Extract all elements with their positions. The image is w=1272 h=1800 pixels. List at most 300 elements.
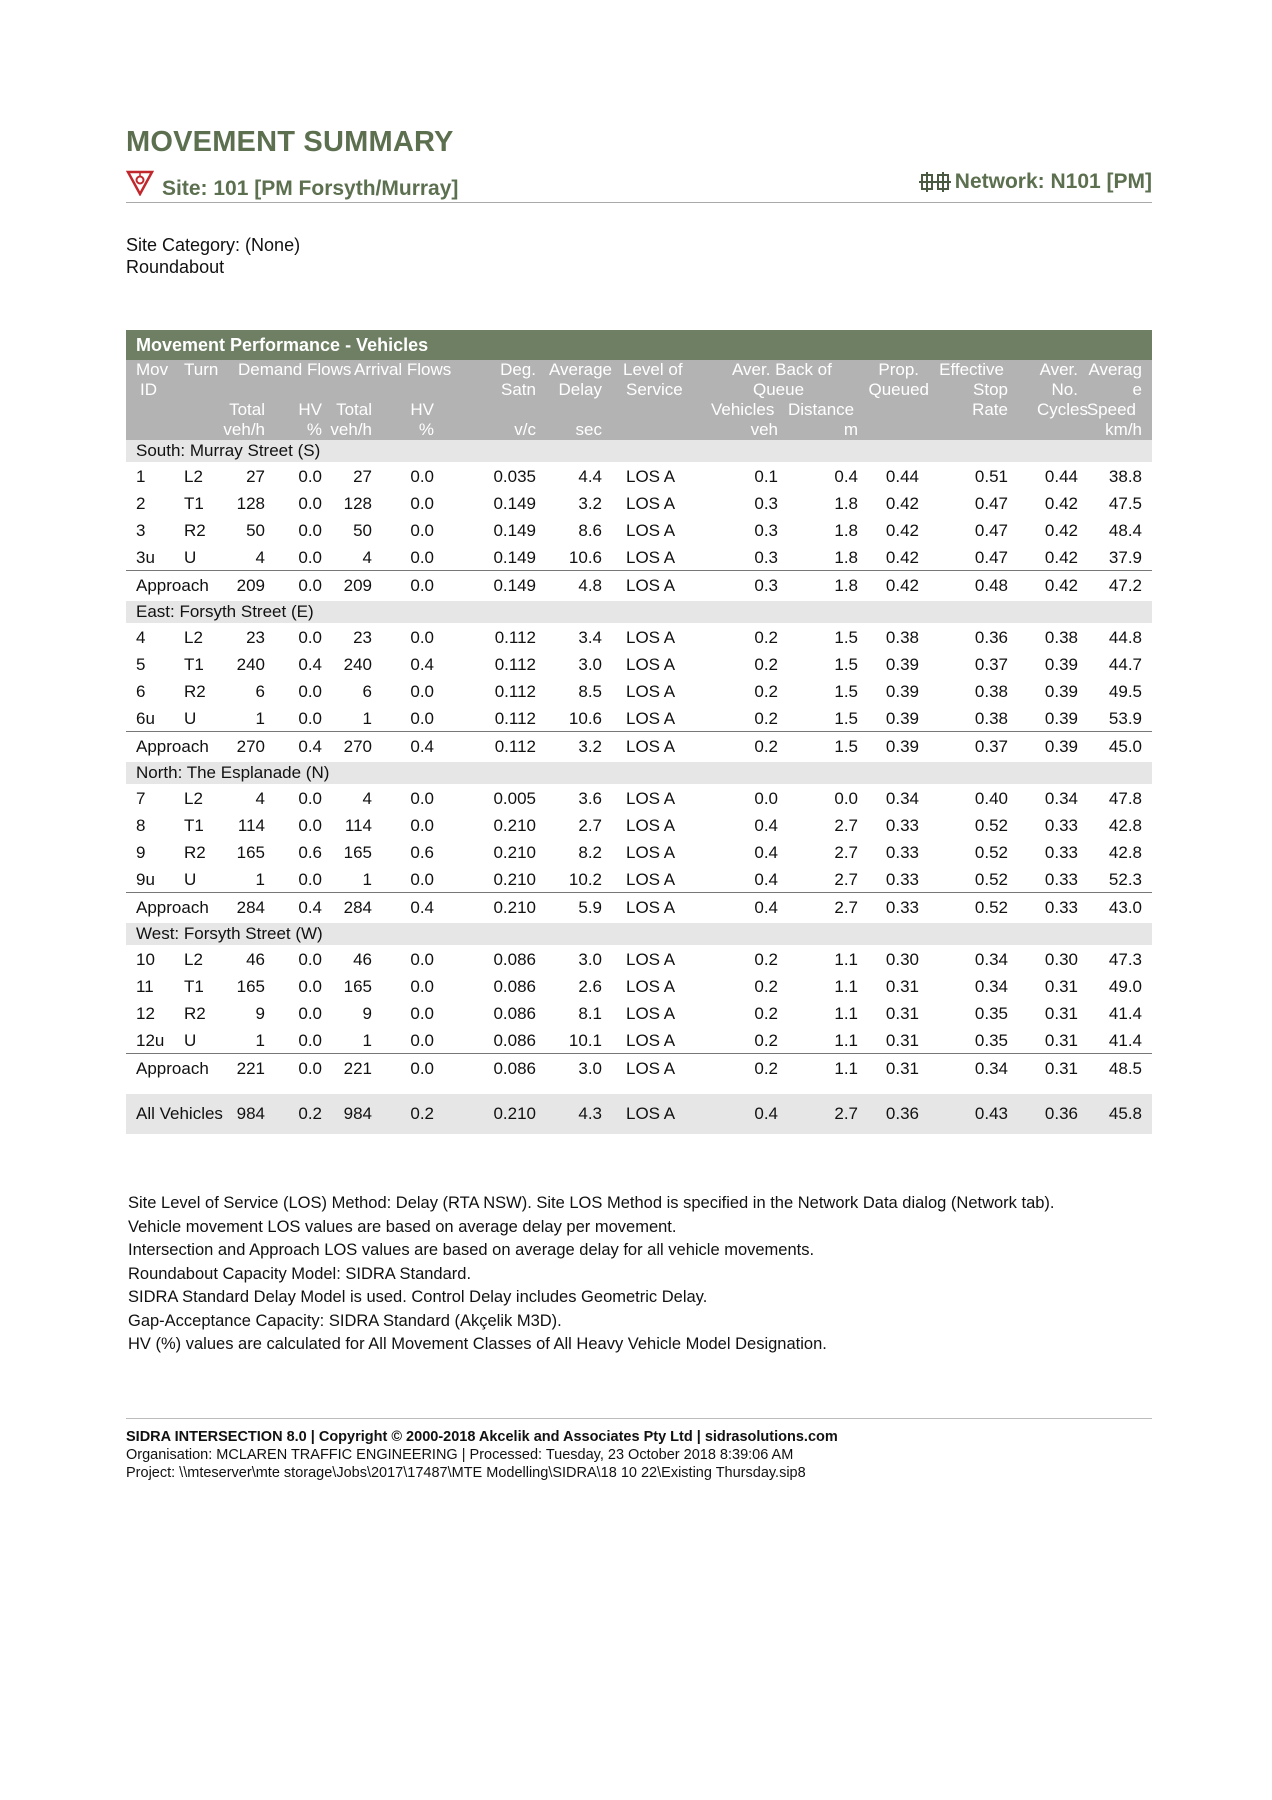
site-label [126, 170, 458, 201]
cell-prop-queued: 0.39 [885, 737, 919, 756]
cell-prop-queued: 0.30 [885, 950, 919, 969]
table-row [126, 865, 1152, 892]
cell-prop-queued: 0.42 [885, 576, 919, 595]
cell-prop-queued: 0.34 [885, 789, 919, 808]
table-row [126, 462, 1152, 489]
cell-queue-distance: 1.1 [834, 1004, 858, 1023]
cell-stop-rate: 0.35 [974, 1031, 1008, 1050]
header-unit-pct1: % [306, 420, 322, 439]
cell-arrival-hv: 0.0 [410, 628, 434, 647]
cell-prop-queued: 0.31 [885, 1059, 919, 1078]
cell-los: LOS A [626, 628, 676, 647]
header-vehicles: Vehicles [711, 400, 775, 419]
approach-row [126, 570, 1152, 601]
cell-turn: L2 [184, 628, 203, 647]
network-label [919, 170, 1152, 194]
cell-turn: U [184, 870, 197, 889]
cell-arrival-hv: 0.4 [410, 655, 434, 674]
cell-cycles: 0.33 [1044, 816, 1078, 835]
cell-turn: U [184, 709, 197, 728]
cell-deg-satn: 0.086 [493, 950, 536, 969]
cell-mov-id: 4 [136, 628, 146, 647]
cell-turn: U [184, 1031, 197, 1050]
cell-queue-vehicles: 0.3 [754, 576, 778, 595]
cell-prop-queued: 0.36 [885, 1104, 919, 1123]
cell-speed: 38.8 [1108, 467, 1142, 486]
cell-mov-id: 9u [136, 870, 155, 889]
cell-demand-total: 4 [255, 548, 265, 567]
cell-arrival-hv: 0.0 [410, 950, 434, 969]
cell-deg-satn: 0.112 [494, 682, 536, 701]
cell-arrival-hv: 0.0 [410, 682, 434, 701]
cell-queue-vehicles: 0.4 [754, 1104, 778, 1123]
cell-queue-vehicles: 0.2 [754, 655, 778, 674]
cell-avg-delay: 4.8 [578, 576, 602, 595]
cell-deg-satn: 0.149 [493, 494, 536, 513]
cell-avg-delay: 8.2 [578, 843, 602, 862]
cell-mov-id: 6 [136, 682, 146, 701]
section-header: West: Forsyth Street (W) [126, 923, 1152, 945]
cell-demand-total: 221 [236, 1059, 265, 1078]
cell-prop-queued: 0.39 [885, 655, 919, 674]
cell-mov-id: 12u [136, 1031, 165, 1050]
table-header [126, 360, 1152, 440]
cell-speed: 45.0 [1108, 737, 1142, 756]
section-header: South: Murray Street (S) [126, 440, 1152, 462]
spacer [126, 1084, 1152, 1094]
cell-cycles: 0.44 [1044, 467, 1078, 486]
cell-los: LOS A [626, 737, 676, 756]
cell-los: LOS A [626, 977, 676, 996]
header-queued: Queued [868, 380, 929, 399]
cell-arrival-hv: 0.0 [410, 1059, 434, 1078]
cell-deg-satn: 0.210 [493, 898, 536, 917]
cell-cycles: 0.33 [1044, 870, 1078, 889]
cell-los: LOS A [626, 467, 676, 486]
cell-los: LOS A [626, 709, 676, 728]
cell-arrival-total: 165 [343, 843, 372, 862]
cell-queue-distance: 2.7 [834, 1104, 858, 1123]
cell-los: LOS A [626, 870, 676, 889]
section-header: North: The Esplanade (N) [126, 762, 1152, 784]
cell-los: LOS A [626, 1104, 676, 1123]
cell-avg-delay: 4.4 [578, 467, 602, 486]
cell-queue-distance: 0.0 [834, 789, 858, 808]
table-row [126, 838, 1152, 865]
cell-queue-distance: 1.5 [834, 628, 858, 647]
cell-mov-id: 12 [136, 1004, 155, 1023]
cell-los: LOS A [626, 843, 676, 862]
cell-demand-hv: 0.0 [298, 816, 322, 835]
cell-turn: L2 [184, 789, 203, 808]
header-average: Average [548, 360, 612, 379]
header-total1: Total [229, 400, 265, 419]
cell-cycles: 0.30 [1044, 950, 1078, 969]
cell-queue-vehicles: 0.0 [754, 789, 778, 808]
cell-arrival-hv: 0.0 [410, 494, 434, 513]
cell-mov-id: 3u [136, 548, 155, 567]
note-line: Gap-Acceptance Capacity: SIDRA Standard (Akçelik M3D). [128, 1311, 562, 1330]
cell-prop-queued: 0.31 [885, 1004, 919, 1023]
cell-turn: R2 [184, 843, 206, 862]
header-arrival: Arrival Flows [354, 360, 452, 379]
cell-arrival-hv: 0.0 [410, 548, 434, 567]
network-name: Network: N101 [PM] [954, 170, 1152, 193]
cell-demand-hv: 0.0 [298, 950, 322, 969]
cell-demand-total: 27 [246, 467, 265, 486]
cell-speed: 53.9 [1108, 709, 1142, 728]
cell-prop-queued: 0.42 [885, 521, 919, 540]
cell-demand-hv: 0.0 [298, 576, 322, 595]
cell-mov-id: 1 [136, 467, 146, 486]
header-unit-kmh: km/h [1105, 420, 1142, 439]
cell-stop-rate: 0.34 [974, 950, 1008, 969]
header-unit-m: m [843, 420, 858, 439]
cell-demand-total: 128 [236, 494, 265, 513]
cell-mov-id: 7 [136, 789, 146, 808]
header-hv2: HV [410, 400, 434, 419]
cell-arrival-hv: 0.0 [410, 521, 434, 540]
cell-queue-vehicles: 0.4 [754, 816, 778, 835]
all-vehicles-row [126, 1094, 1152, 1134]
cell-demand-total: 984 [236, 1104, 265, 1123]
cell-speed: 37.9 [1108, 548, 1142, 567]
cell-avg-delay: 3.4 [578, 628, 602, 647]
cell-demand-total: 240 [236, 655, 265, 674]
cell-queue-vehicles: 0.4 [754, 898, 778, 917]
cell-queue-vehicles: 0.1 [754, 467, 778, 486]
header-satn: Satn [501, 380, 536, 399]
cell-speed: 45.8 [1108, 1104, 1142, 1123]
cell-queue-distance: 1.8 [834, 521, 858, 540]
cell-demand-hv: 0.0 [298, 628, 322, 647]
cell-deg-satn: 0.149 [493, 548, 536, 567]
cell-avg-delay: 10.6 [568, 709, 602, 728]
cell-speed: 47.3 [1108, 950, 1142, 969]
cell-queue-distance: 2.7 [834, 870, 858, 889]
cell-speed: 47.8 [1108, 789, 1142, 808]
cell-speed: 48.5 [1108, 1059, 1142, 1078]
cell-label: Approach [136, 576, 209, 595]
cell-arrival-total: 240 [343, 655, 372, 674]
cell-turn: T1 [184, 816, 204, 835]
header-id: ID [140, 380, 157, 399]
movement-performance-table [126, 330, 1152, 1134]
section-header: East: Forsyth Street (E) [126, 601, 1152, 623]
cell-deg-satn: 0.035 [493, 467, 536, 486]
cell-avg-delay: 3.6 [578, 789, 602, 808]
cell-cycles: 0.31 [1044, 1059, 1078, 1078]
cell-demand-total: 209 [236, 576, 265, 595]
cell-arrival-total: 46 [353, 950, 372, 969]
cell-demand-hv: 0.0 [298, 548, 322, 567]
cell-stop-rate: 0.34 [974, 1059, 1008, 1078]
cell-deg-satn: 0.210 [493, 843, 536, 862]
cell-queue-vehicles: 0.2 [754, 977, 778, 996]
note-line: Intersection and Approach LOS values are based on average delay for all vehicle movements. [128, 1241, 815, 1259]
table-body [126, 440, 1152, 1134]
cell-queue-distance: 1.8 [834, 576, 858, 595]
footer-project: Project: \\mteserver\mte storage\Jobs\2017\17487\MTE Modelling\SIDRA\18 10 22\Existing Thursday.sip8 [126, 1465, 806, 1481]
cell-demand-hv: 0.0 [298, 494, 322, 513]
cell-arrival-hv: 0.4 [410, 898, 434, 917]
method-notes [128, 1192, 1055, 1357]
table-row [126, 972, 1152, 999]
header-aver: Aver. [1039, 360, 1078, 379]
cell-avg-delay: 8.6 [578, 521, 602, 540]
cell-cycles: 0.31 [1044, 1004, 1078, 1023]
header-demand: Demand Flows [238, 360, 352, 379]
cell-demand-hv: 0.4 [298, 655, 322, 674]
cell-arrival-total: 1 [362, 1031, 372, 1050]
cell-demand-hv: 0.0 [298, 709, 322, 728]
cell-avg-delay: 8.1 [578, 1004, 602, 1023]
cell-demand-hv: 0.4 [298, 737, 322, 756]
header-averag-e: e [1132, 380, 1142, 399]
cell-deg-satn: 0.112 [494, 709, 536, 728]
approach-row [126, 1053, 1152, 1084]
cell-queue-distance: 1.5 [834, 655, 858, 674]
cell-cycles: 0.34 [1044, 789, 1078, 808]
header-unit-veh: veh [750, 420, 778, 439]
cell-queue-vehicles: 0.2 [754, 628, 778, 647]
cell-arrival-hv: 0.0 [410, 709, 434, 728]
cell-arrival-total: 284 [343, 898, 372, 917]
cell-mov-id: 10 [136, 950, 155, 969]
cell-arrival-total: 1 [362, 709, 372, 728]
cell-arrival-total: 4 [362, 789, 372, 808]
cell-speed: 42.8 [1108, 843, 1142, 862]
cell-stop-rate: 0.48 [974, 576, 1008, 595]
cell-avg-delay: 3.0 [578, 1059, 602, 1078]
cell-los: LOS A [626, 789, 676, 808]
cell-prop-queued: 0.33 [885, 898, 919, 917]
table-row [126, 1026, 1152, 1053]
cell-queue-vehicles: 0.4 [754, 870, 778, 889]
cell-cycles: 0.39 [1044, 655, 1078, 674]
cell-mov-id: 9 [136, 843, 146, 862]
cell-speed: 47.2 [1108, 576, 1142, 595]
cell-arrival-hv: 0.0 [410, 977, 434, 996]
cell-queue-vehicles: 0.3 [754, 548, 778, 567]
cell-cycles: 0.42 [1044, 521, 1078, 540]
cell-stop-rate: 0.51 [974, 467, 1008, 486]
cell-stop-rate: 0.37 [974, 655, 1008, 674]
header-stop: Stop [973, 380, 1008, 399]
cell-arrival-total: 209 [343, 576, 372, 595]
cell-avg-delay: 4.3 [578, 1104, 602, 1123]
cell-arrival-total: 9 [362, 1004, 372, 1023]
cell-cycles: 0.42 [1044, 576, 1078, 595]
cell-prop-queued: 0.33 [885, 870, 919, 889]
cell-avg-delay: 2.6 [578, 977, 602, 996]
cell-queue-vehicles: 0.3 [754, 521, 778, 540]
cell-los: LOS A [626, 548, 676, 567]
header-unit-pct2: % [418, 420, 434, 439]
cell-demand-total: 6 [255, 682, 265, 701]
cell-avg-delay: 3.0 [578, 655, 602, 674]
table-row [126, 543, 1152, 570]
site-name: Site: 101 [PM Forsyth/Murray] [162, 177, 459, 200]
cell-turn: L2 [184, 467, 203, 486]
cell-deg-satn: 0.210 [493, 816, 536, 835]
cell-avg-delay: 2.7 [578, 816, 602, 835]
cell-los: LOS A [626, 1004, 676, 1023]
cell-speed: 52.3 [1108, 870, 1142, 889]
cell-demand-hv: 0.6 [298, 843, 322, 862]
cell-cycles: 0.33 [1044, 898, 1078, 917]
table-row [126, 999, 1152, 1026]
footer-divider [126, 1418, 1152, 1419]
cell-stop-rate: 0.52 [974, 816, 1008, 835]
cell-demand-total: 46 [246, 950, 265, 969]
cell-queue-distance: 1.5 [834, 737, 858, 756]
cell-demand-total: 284 [236, 898, 265, 917]
cell-arrival-hv: 0.0 [410, 789, 434, 808]
cell-demand-total: 114 [237, 816, 265, 835]
cell-arrival-total: 1 [362, 870, 372, 889]
note-line: Site Level of Service (LOS) Method: Delay (RTA NSW). Site LOS Method is specified in the Network Data dialog (Network tab). [128, 1194, 1055, 1212]
table-row [126, 650, 1152, 677]
cell-queue-distance: 1.8 [834, 548, 858, 567]
cell-queue-vehicles: 0.3 [754, 494, 778, 513]
cell-los: LOS A [626, 682, 676, 701]
cell-deg-satn: 0.210 [493, 1104, 536, 1123]
cell-demand-hv: 0.0 [298, 1059, 322, 1078]
cell-demand-total: 270 [236, 737, 265, 756]
cell-deg-satn: 0.149 [493, 576, 536, 595]
cell-label: Approach [136, 898, 209, 917]
header-deg: Deg. [500, 360, 536, 379]
header-level-of: Level of [623, 360, 683, 379]
table-row [126, 677, 1152, 704]
cell-queue-distance: 1.5 [834, 682, 858, 701]
table-row [126, 811, 1152, 838]
cell-los: LOS A [626, 816, 676, 835]
cell-deg-satn: 0.210 [493, 870, 536, 889]
site-category: Site Category: (None) [126, 235, 301, 255]
cell-speed: 41.4 [1108, 1031, 1142, 1050]
cell-stop-rate: 0.52 [974, 898, 1008, 917]
header-unit-vehh2: veh/h [330, 420, 372, 439]
cell-stop-rate: 0.38 [974, 682, 1008, 701]
cell-mov-id: 8 [136, 816, 146, 835]
cell-speed: 49.0 [1108, 977, 1142, 996]
cell-prop-queued: 0.42 [885, 494, 919, 513]
approach-row [126, 892, 1152, 923]
table-row [126, 516, 1152, 543]
cell-queue-distance: 1.1 [834, 1059, 858, 1078]
header-prop: Prop. [878, 360, 919, 379]
cell-stop-rate: 0.52 [974, 843, 1008, 862]
header-effective: Effective [939, 360, 1004, 379]
cell-demand-hv: 0.0 [298, 521, 322, 540]
cell-queue-vehicles: 0.2 [754, 1004, 778, 1023]
cell-queue-vehicles: 0.2 [754, 709, 778, 728]
cell-prop-queued: 0.33 [885, 816, 919, 835]
cell-cycles: 0.39 [1044, 682, 1078, 701]
cell-demand-total: 50 [246, 521, 265, 540]
cell-avg-delay: 3.2 [578, 737, 602, 756]
footer [126, 1428, 838, 1482]
cell-mov-id: 2 [136, 494, 146, 513]
cell-los: LOS A [626, 655, 676, 674]
cell-arrival-total: 221 [343, 1059, 372, 1078]
header-mov: Mov [136, 360, 169, 379]
cell-arrival-hv: 0.0 [410, 1004, 434, 1023]
cell-stop-rate: 0.38 [974, 709, 1008, 728]
cell-queue-distance: 0.4 [834, 467, 858, 486]
cell-deg-satn: 0.112 [494, 628, 536, 647]
cell-queue-distance: 1.1 [834, 950, 858, 969]
cell-los: LOS A [626, 576, 676, 595]
cell-stop-rate: 0.37 [974, 737, 1008, 756]
cell-demand-hv: 0.0 [298, 467, 322, 486]
cell-arrival-total: 50 [353, 521, 372, 540]
cell-los: LOS A [626, 494, 676, 513]
header-hv1: HV [298, 400, 322, 419]
header-service: Service [626, 380, 683, 399]
cell-cycles: 0.36 [1044, 1104, 1078, 1123]
cell-queue-vehicles: 0.2 [754, 737, 778, 756]
cell-demand-total: 9 [255, 1004, 265, 1023]
cell-demand-total: 1 [255, 709, 265, 728]
cell-avg-delay: 3.2 [578, 494, 602, 513]
network-icon [919, 172, 951, 192]
site-type: Roundabout [126, 257, 225, 277]
cell-queue-vehicles: 0.2 [754, 1031, 778, 1050]
cell-demand-total: 165 [236, 977, 265, 996]
cell-demand-hv: 0.0 [298, 977, 322, 996]
cell-stop-rate: 0.47 [974, 494, 1008, 513]
cell-demand-hv: 0.0 [298, 1031, 322, 1050]
cell-label: Approach [136, 737, 209, 756]
table-title: Movement Performance - Vehicles [126, 330, 1152, 360]
cell-turn: T1 [184, 655, 204, 674]
cell-prop-queued: 0.31 [885, 977, 919, 996]
cell-stop-rate: 0.35 [974, 1004, 1008, 1023]
cell-prop-queued: 0.31 [885, 1031, 919, 1050]
footer-organisation: Organisation: MCLAREN TRAFFIC ENGINEERING | Processed: Tuesday, 23 October 2018 8:39:06 AM [126, 1447, 794, 1463]
cell-arrival-hv: 0.2 [410, 1104, 434, 1123]
cell-demand-hv: 0.0 [298, 1004, 322, 1023]
cell-cycles: 0.39 [1044, 709, 1078, 728]
cell-speed: 44.8 [1108, 628, 1142, 647]
cell-prop-queued: 0.38 [885, 628, 919, 647]
cell-stop-rate: 0.43 [974, 1104, 1008, 1123]
header-queue: Queue [753, 380, 805, 399]
cell-queue-distance: 1.1 [834, 1031, 858, 1050]
cell-stop-rate: 0.47 [974, 548, 1008, 567]
cell-queue-distance: 2.7 [834, 843, 858, 862]
cell-los: LOS A [626, 1031, 676, 1050]
cell-turn: R2 [184, 1004, 206, 1023]
cell-los: LOS A [626, 950, 676, 969]
cell-stop-rate: 0.34 [974, 977, 1008, 996]
cell-queue-distance: 2.7 [834, 816, 858, 835]
cell-demand-total: 23 [246, 628, 265, 647]
cell-avg-delay: 10.2 [568, 870, 602, 889]
note-line: SIDRA Standard Delay Model is used. Control Delay includes Geometric Delay. [128, 1288, 708, 1306]
cell-arrival-hv: 0.0 [410, 467, 434, 486]
footer-copyright: SIDRA INTERSECTION 8.0 | Copyright © 2000-2018 Akcelik and Associates Pty Ltd | sidrasolutions.com [126, 1429, 838, 1445]
table-row [126, 945, 1152, 972]
cell-turn: T1 [184, 494, 204, 513]
cell-arrival-total: 23 [353, 628, 372, 647]
cell-prop-queued: 0.39 [885, 682, 919, 701]
cell-turn: U [184, 548, 197, 567]
note-line: Roundabout Capacity Model: SIDRA Standard. [128, 1264, 472, 1283]
